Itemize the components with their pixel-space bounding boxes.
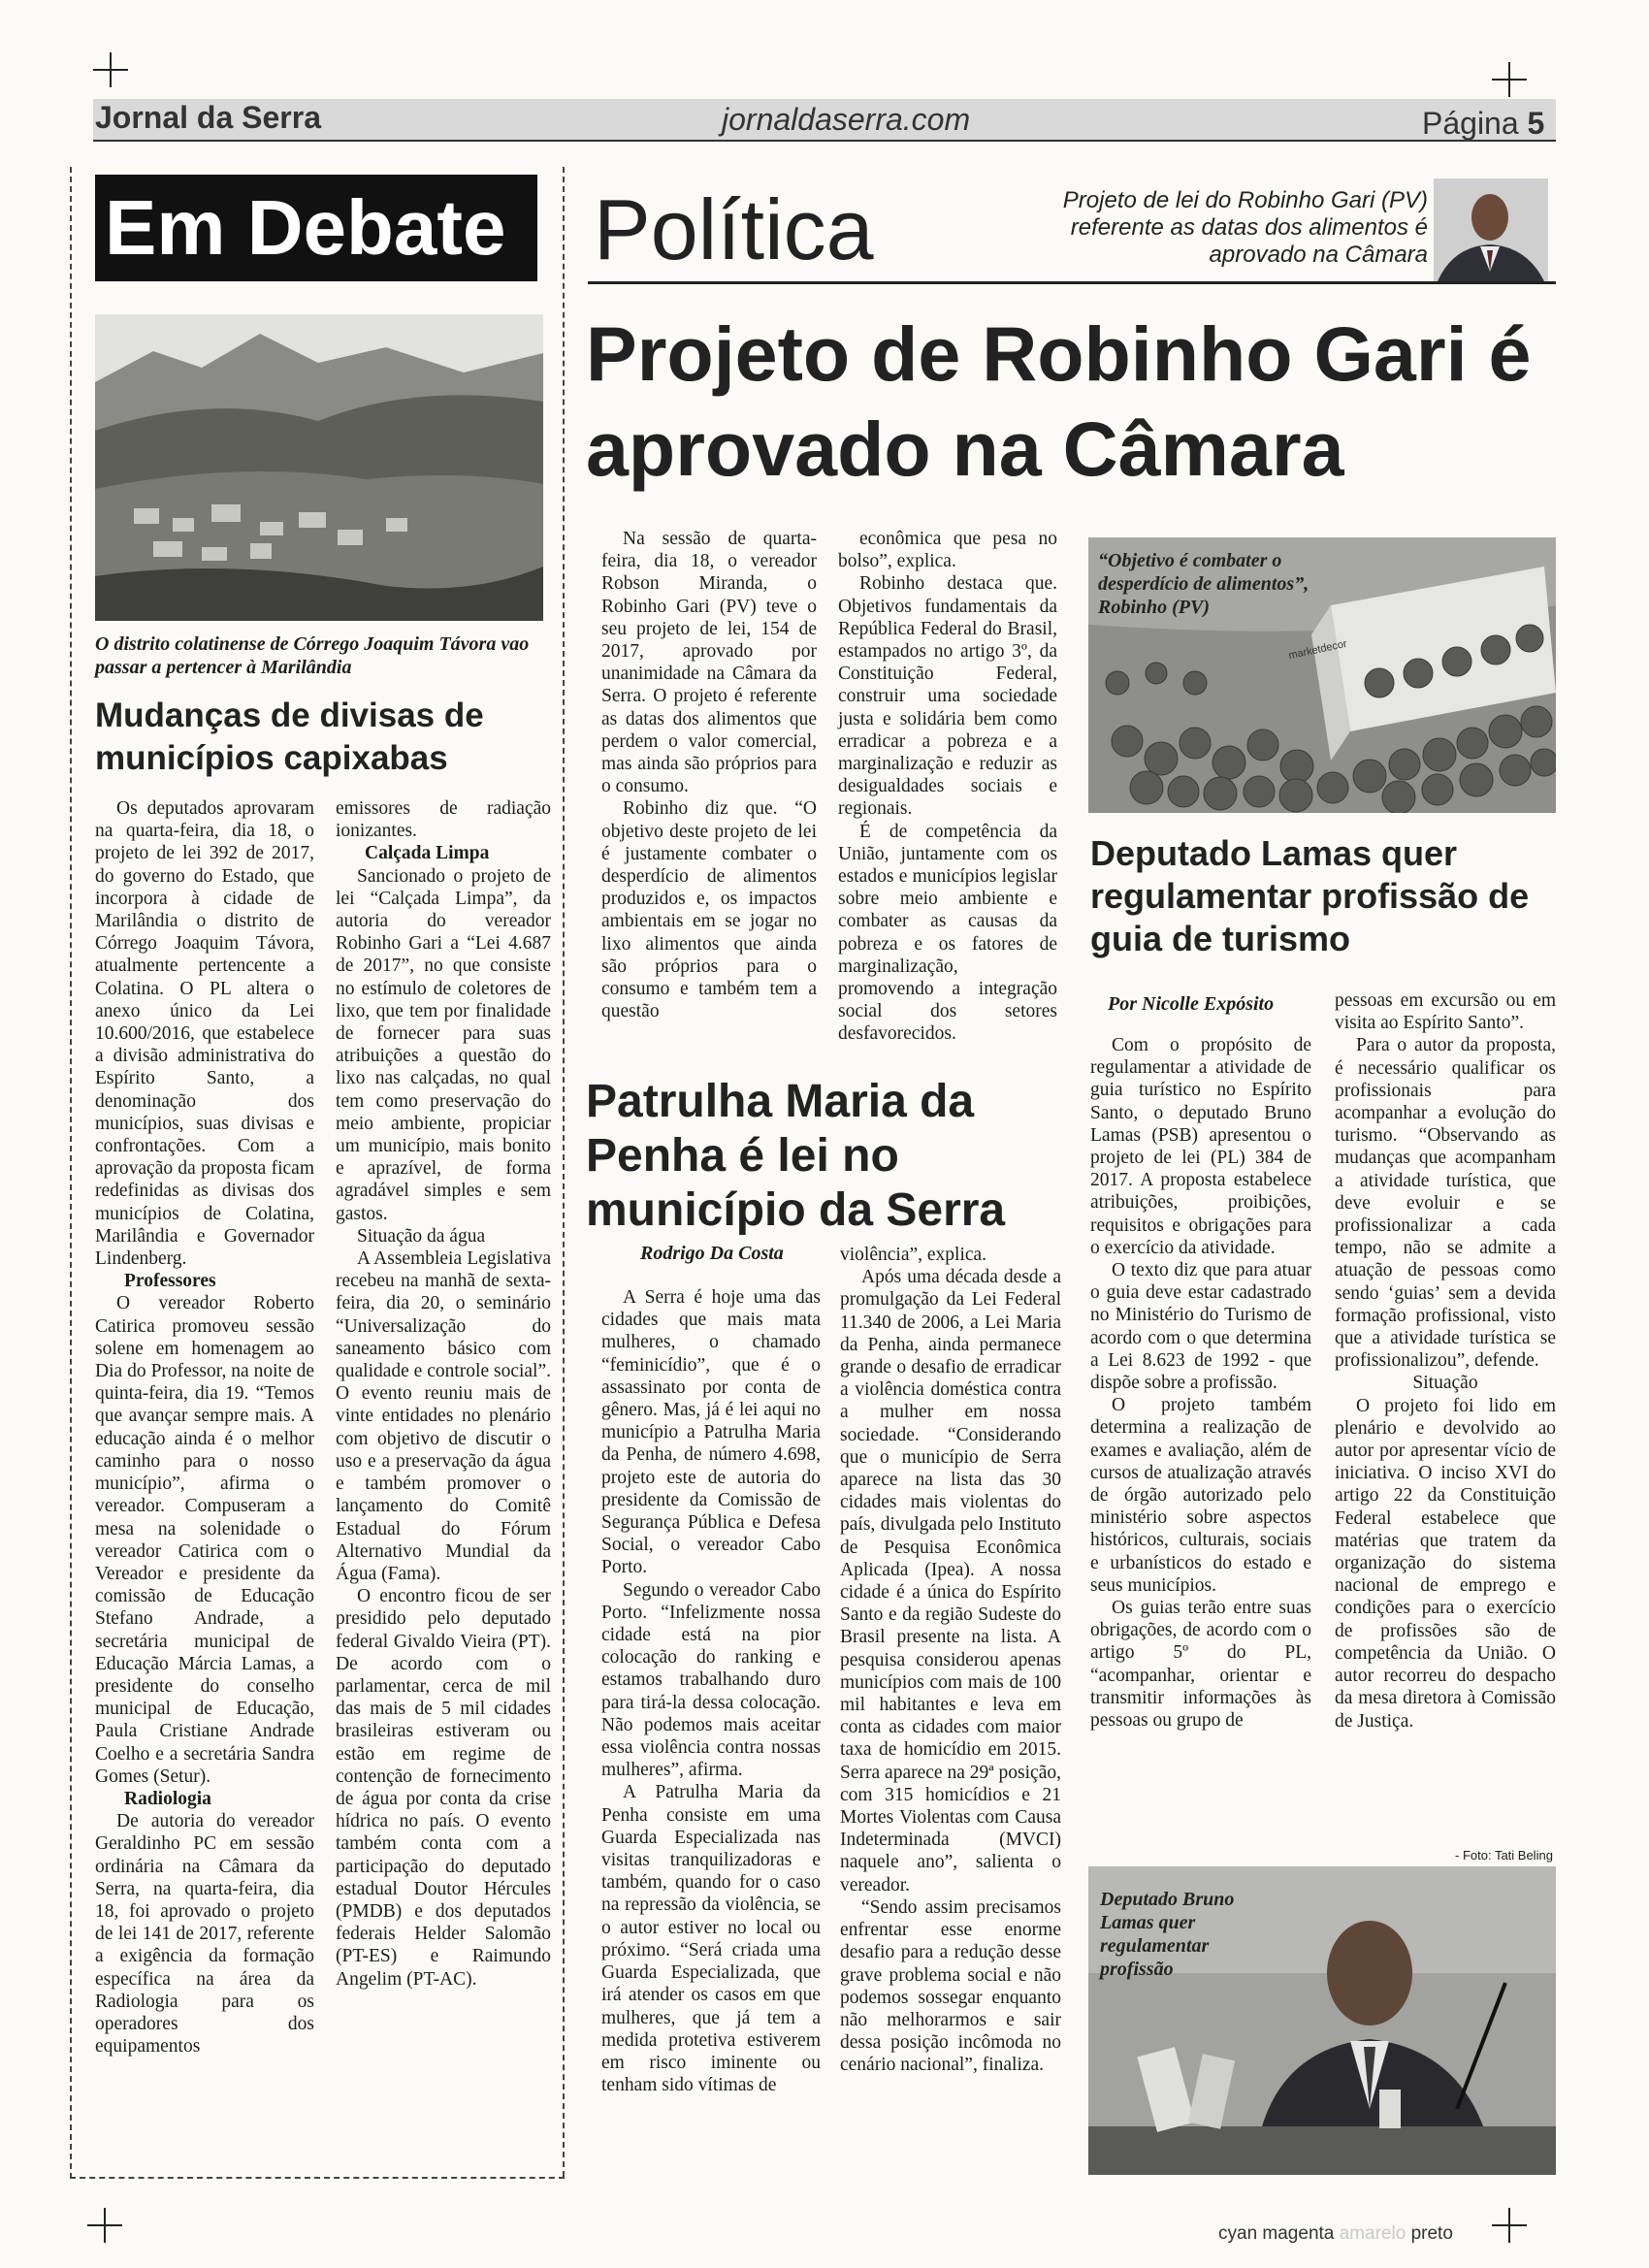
paragraph: A Serra é hoje uma das cidades que mais mata mulheres, o chamado “feminicídio”, que é o assassinato por conta de gênero. Mas, já é lei aqui no município a Patrulha Maria da Penha, de número 4.698, projeto este de autoria do presidente da Comissão de Segurança Pública e Defesa Social, o vereador Cabo Porto. <box>601 1287 821 1578</box>
paragraph: Situação da água <box>357 1225 486 1247</box>
main-article-col1 <box>601 528 817 1022</box>
left-article-headline: Mudanças de divisas de municípios capixabas <box>95 697 484 777</box>
paragraph: A Assembleia Legislativa recebeu na manhã de sexta-feira, dia 20, o seminário “Universalização do saneamento básico com qualidade e controle social”. O evento reuniu mais de vinte entidades no plenário com objetivo de discutir o uso e a preservação da água e também promover o lançamento do Comitê Estadual do Fórum Alternativo Mundial da Água (Fama). <box>336 1248 551 1584</box>
paragraph: O texto diz que para atuar o guia deve estar cadastrado no Ministério do Turismo de acordo com o que determina a Lei 8.623 de 1992 - que dispõe sobre a profissão. <box>1090 1260 1311 1394</box>
paragraph: emissores de radiação ionizantes. <box>336 798 551 842</box>
left-article-col2 <box>336 797 551 1991</box>
registration-mark <box>87 2208 122 2243</box>
apples-photo-caption: “Objetivo é combater o desperdício de alimentos”, Robinho (PV) <box>1098 550 1310 618</box>
teaser-portrait-photo <box>1434 178 1548 281</box>
section-em-debate: Em Debate <box>95 175 537 281</box>
registration-mark <box>93 52 128 87</box>
district-landscape-photo <box>95 314 543 621</box>
teaser-text: Projeto de lei do Robinho Gari (PV) referente as datas dos alimentos é aprovado na Câmara <box>1062 187 1428 268</box>
section-politica: Política <box>594 181 874 277</box>
paragraph: Robinho diz que. “O objetivo deste projeto de lei é justamente combater o desperdício de alimentos produzidos e, os impactos ambientais em se jogar no lixo alimentos que ainda são próprios para o consumo e também tem a questão <box>601 798 817 1022</box>
paragraph: pessoas em excursão ou em visita ao Espírito Santo”. <box>1335 990 1556 1034</box>
registration-mark <box>1492 62 1527 97</box>
paragraph: O encontro ficou de ser presidido pelo deputado federal Givaldo Vieira (PT). De acordo com o parlamentar, cerca de mil das mais de 5 mil cidades brasileiras estiveram ou estão em regime de contenção de fornecimento de água por conta da crise hídrica no país. O evento também conta com a participação do deputado estadual Doutor Hércules (PMDB) e dos deputados federais Helder Salomão (PT-ES) e Raimundo Angelim (PT-AC). <box>336 1586 551 1990</box>
paragraph: Na sessão de quarta-feira, dia 18, o vereador Robson Miranda, o Robinho Gari (PV) teve o seu projeto de lei, 154 de 2017, aprovado por unanimidade na Câmara da Serra. O projeto é referente as datas dos alimentos que perdem o valor comercial, mas ainda são próprios para o consumo. <box>601 529 817 797</box>
color-marks: cyan magenta amarelo preto <box>1218 2223 1453 2244</box>
paper-name: Jornal da Serra <box>95 100 321 135</box>
paragraph: Robinho destaca que. Objetivos fundamentais da República Federal do Brasil, estampados no artigo 3º, da Constituição Federal, construir uma sociedade justa e solidária bem como erradicar a pobreza e a marginalização e reduzir as desigualdades sociais e regionais. <box>838 573 1057 820</box>
subheading: Situação <box>1412 1373 1478 1394</box>
subheading: Radiologia <box>124 1788 211 1809</box>
lamas-col2 <box>1335 989 1556 1733</box>
patrulha-byline: Rodrigo Da Costa <box>640 1243 784 1264</box>
paragraph: Com o propósito de regulamentar a atividade de guia turístico no Espírito Santo, o deputado Bruno Lamas (PSB) apresentou o projeto de lei (PL) 384 de 2017. A proposta estabelece atribuições, proibições, requisitos e obrigações para o exercício da atividade. <box>1090 1035 1311 1258</box>
lamas-col1 <box>1090 1034 1311 1732</box>
paragraph: “Sendo assim precisamos enfrentar esse enorme desafio para a redução desse grave problema social e não podemos sossegar enquanto não melhorarmos e sair dessa posição incômoda no cenário nacional”, finaliza. <box>840 1896 1061 2076</box>
website: jornaldaserra.com <box>722 102 971 137</box>
column-divider <box>563 167 565 2177</box>
subheading: Calçada Limpa <box>365 843 490 864</box>
left-article-col1 <box>95 797 314 2057</box>
subheading: Professores <box>124 1271 216 1292</box>
lamas-photo-caption: Deputado Bruno Lamas quer regulamentar profissão <box>1100 1889 1235 1980</box>
paragraph: Os guias terão entre suas obrigações, de acordo com o artigo 5º do PL, “acompanhar, orientar e transmitir informações às pessoas ou grupo de <box>1090 1598 1311 1732</box>
patrulha-headline: Patrulha Maria da Penha é lei no município da Serra <box>586 1076 1006 1236</box>
page-indicator: Página 5 <box>1422 106 1545 141</box>
lamas-headline: Deputado Lamas quer regulamentar profissão de guia de turismo <box>1090 833 1530 958</box>
photo-credit: - Foto: Tati Beling <box>1455 1848 1553 1863</box>
main-headline: Projeto de Robinho Gari é aprovado na Câmara <box>586 310 1532 492</box>
paragraph: O projeto foi lido em plenário e devolvido ao autor por apresentar vício de iniciativa. O inciso XVI do artigo 22 da Constituição Federal estabelece que matérias que tratem da organização do sistema nacional de emprego e condições para o exercício de profissões são de competência da União. O autor recorreu do despacho da mesa diretora à Comissão de Justiça. <box>1335 1395 1556 1732</box>
registration-mark <box>1492 2208 1527 2243</box>
lamas-byline: Por Nicolle Expósito <box>1108 993 1275 1015</box>
patrulha-col2 <box>840 1244 1061 2077</box>
paragraph: Os deputados aprovaram na quarta-feira, dia 18, o projeto de lei 392 de 2017, do governo do Estado, que incorpora à cidade de Marilândia o distrito de Córrego Joaquim Távora, atualmente pertencente a Colatina. O PL altera o anexo único da Lei 10.600/2016, que estabelece a divisão administrativa do Espírito Santo, a denominação dos municípios, suas divisas e confrontações. Com a aprovação da proposta ficam redefinidas as divisas dos municípios de Colatina, Marilândia e Governador Lindenberg. <box>95 798 314 1270</box>
paragraph: Segundo o vereador Cabo Porto. “Infelizmente nossa cidade está na pior colocação do ranking e estamos trabalhando duro para tirá-la dessa colocação. Não podemos mais aceitar essa violência contra nossas mulheres”, afirma. <box>601 1579 821 1781</box>
paragraph: Após uma década desde a promulgação da Lei Federal 11.340 de 2006, a Lei Maria da Penha, ainda permanece grande o desafio de erradicar a violência doméstica contra a mulher em nossa sociedade. “Considerando que o município de Serra aparece na lista das 30 cidades mais violentas do país, divulgada pelo Instituto de Pesquisa Econômica Aplicada (Ipea). A nossa cidade é a única do Espírito Santo e da região Sudeste do Brasil presente na lista. A pesquisa considerou apenas municípios com mais de 100 mil habitantes e leva em conta as cidades com maior taxa de homicídio em 2015. Serra aparece na 29ª posição, com 315 homicídios e 21 Mortes Violentas com Causa Indeterminada (MVCI) naquele ano”, salienta o vereador. <box>840 1267 1061 1895</box>
district-photo-caption: O distrito colatinense de Córrego Joaquim Távora vao passar a pertencer à Marilândia <box>95 633 530 678</box>
paragraph: Sancionado o projeto de lei “Calçada Limpa”, da autoria do vereador Robinho Gari a “Lei 4.687 de 2017”, no que consiste no estímulo de coletores de lixo, que tem por finalidade de fornecer para suas atribuições a questão do lixo nas calçadas, no qual tem como preservação do meio ambiente, propiciar um município, mais bonito e aprazível, de forma agradável simples e sem gastos. <box>336 865 551 1224</box>
paragraph: De autoria do vereador Geraldinho PC em sessão ordinária na Câmara da Serra, na quarta-feira, dia 18, foi aprovado o projeto de lei 141 de 2017, referente a exigência da formação específica na área da Radiologia para os operadores dos equipamentos <box>95 1811 314 2057</box>
patrulha-col1 <box>601 1286 821 2096</box>
paragraph: violência”, explica. <box>840 1245 987 1265</box>
paragraph: Para o autor da proposta, é necessário qualificar os profissionais para acompanhar a evolução do turismo. “Observando as mudanças que acompanham a atividade turística, que deve evoluir e se profissionalizar a cada tempo, não se admite a atuação de pessoas como sendo ‘guias’ sem a devida formação profissional, visto que a atividade turística se profissionalizou”, defende. <box>1335 1035 1556 1372</box>
box-label: marketdecor <box>1287 637 1348 663</box>
paragraph: É de competência da União, juntamente com os estados e municípios legislar sobre meio ambiente e combater as causas da pobreza e os fatores de marginalização, promovendo a integração social dos setores desfavorecidos. <box>838 821 1057 1045</box>
paragraph: A Patrulha Maria da Penha consiste em uma Guarda Especializada nas visitas tranquilizadoras e também, quando for o caso na repressão da violência, se o autor estiver no local ou próximo. “Será criada uma Guarda Especializada, que irá atender os casos em que mulheres, que já tem a medida protetiva estiverem em risco iminente ou tenham sido vítimas de <box>601 1782 821 2096</box>
paragraph: econômica que pesa no bolso”, explica. <box>838 529 1057 572</box>
main-article-col2 <box>838 528 1057 1046</box>
paragraph: O projeto também determina a realização de exames e avaliação, além de cursos de atualização através de órgão autorizado pelo ministério sobre aspectos históricos, culturais, sociais e urbanísticos do estado e seus municípios. <box>1090 1395 1311 1596</box>
paragraph: O vereador Roberto Catirica promoveu sessão solene em homenagem ao Dia do Professor, na noite de quinta-feira, dia 19. “Temos que avançar sempre mais. A educação ainda é o melhor caminho para o nosso município”, afirma o vereador. Compuseram a mesa na solenidade o vereador Catirica com o Vereador e presidente da comissão de Educação Stefano Andrade, a secretária municipal de Educação Márcia Lamas, a presidente do conselho municipal de Educação, Paula Cristiane Andrade Coelho e a secretária Sandra Gomes (Setur). <box>95 1293 314 1787</box>
